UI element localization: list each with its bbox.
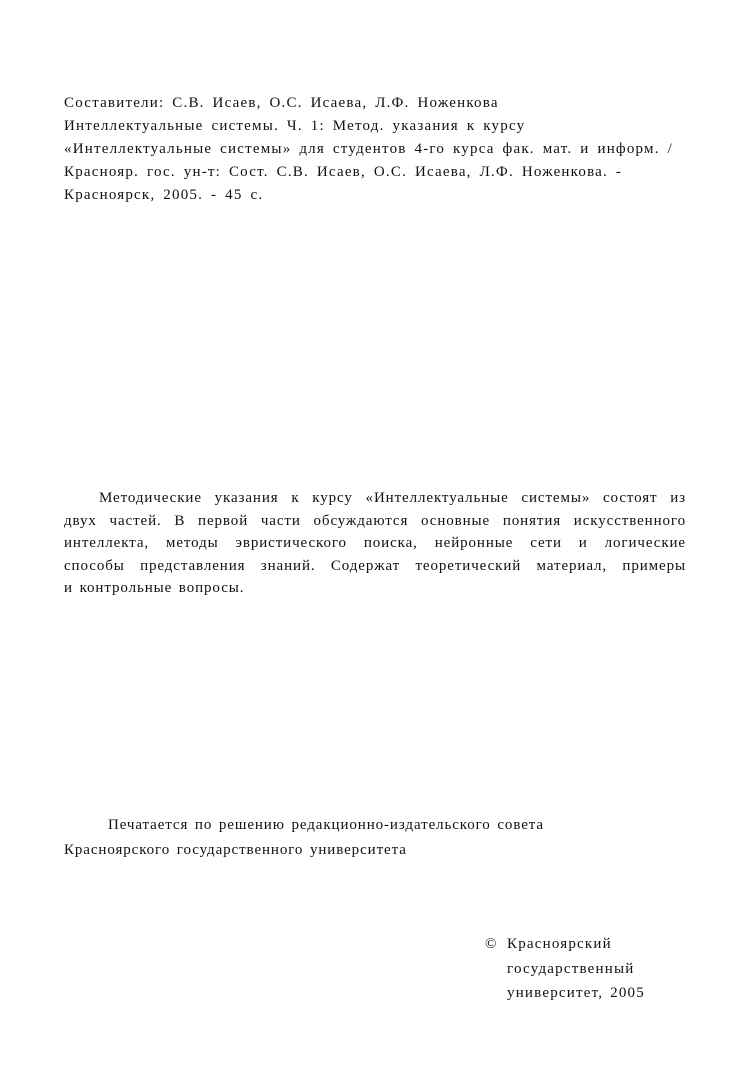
copyright-first-row: [485, 932, 705, 957]
copyright-line: университет, 2005: [507, 985, 645, 1001]
biblio-line-publisher: Краснояр. гос. ун-т: Сост. С.В. Исаев, О.С. Исаева, Л.Ф. Ноженкова. -: [64, 164, 623, 180]
abstract-line: интеллекта, методы эвристического поиска, нейронные сети и логические: [64, 535, 686, 551]
biblio-line-compilers: Составители: С.В. Исаев, О.С. Исаева, Л.Ф. Ноженкова: [64, 95, 499, 111]
abstract-line: Методические указания к курсу «Интеллектуальные системы» состоят из: [99, 490, 686, 506]
copyright-notice: [485, 932, 705, 1006]
abstract-line: способы представления знаний. Содержат теоретический материал, примеры: [64, 557, 686, 574]
abstract-line: и контрольные вопросы.: [64, 580, 245, 596]
biblio-line-title: Интеллектуальные системы. Ч. 1: Метод. указания к курсу: [64, 118, 526, 134]
abstract-line: двух частей. В первой части обсуждаются основные понятия искусственного: [64, 512, 686, 529]
biblio-line-city-year: Красноярск, 2005. - 45 с.: [64, 187, 264, 203]
copyright-symbol: ©: [485, 936, 498, 952]
bibliographic-record: [64, 92, 694, 207]
biblio-line-audience: «Интеллектуальные системы» для студентов 4-го курса фак. мат. и информ. /: [64, 141, 673, 157]
approval-line: Печатается по решению редакционно-издательского совета: [108, 817, 544, 833]
abstract-paragraph: [64, 487, 686, 600]
copyright-line: Красноярский: [507, 936, 612, 952]
approval-line: Красноярского государственного университета: [64, 842, 407, 858]
copyright-line: государственный: [507, 960, 635, 977]
publication-approval: [64, 813, 624, 863]
